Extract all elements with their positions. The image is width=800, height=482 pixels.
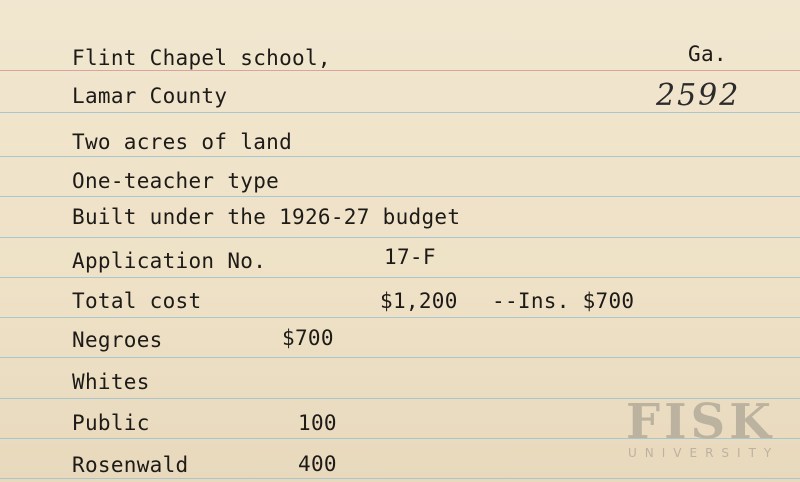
rosenwald-label: Rosenwald xyxy=(72,453,189,477)
negroes-value: $700 xyxy=(282,326,334,350)
negroes-label: Negroes xyxy=(72,328,163,352)
fisk-university-logo xyxy=(626,394,786,466)
type-line: One-teacher type xyxy=(72,169,280,193)
land-line: Two acres of land xyxy=(72,130,293,154)
application-label: Application No. xyxy=(72,249,267,273)
ruled-line xyxy=(0,277,800,278)
state: Ga. xyxy=(688,42,727,66)
catalog-number: 2592 xyxy=(656,78,741,113)
budget-line: Built under the 1926-27 budget xyxy=(72,205,461,229)
ruled-line xyxy=(0,237,800,238)
logo-subtitle: UNIVERSITY xyxy=(628,446,780,460)
public-label: Public xyxy=(72,411,150,435)
school-name: Flint Chapel school, xyxy=(72,46,331,70)
total-cost-value: $1,200 xyxy=(380,289,458,313)
application-value: 17-F xyxy=(384,245,436,269)
ruled-line xyxy=(0,478,800,479)
county: Lamar County xyxy=(72,84,228,108)
rosenwald-value: 400 xyxy=(298,452,337,476)
whites-label: Whites xyxy=(72,370,150,394)
ruled-line xyxy=(0,317,800,318)
total-cost-label: Total cost xyxy=(72,289,202,313)
public-value: 100 xyxy=(298,411,337,435)
header-rule xyxy=(0,70,800,71)
ruled-line xyxy=(0,357,800,358)
ruled-line xyxy=(0,196,800,197)
insurance-value: --Ins. $700 xyxy=(492,289,635,313)
ruled-line xyxy=(0,156,800,157)
logo-wordmark: FISK xyxy=(626,394,775,450)
